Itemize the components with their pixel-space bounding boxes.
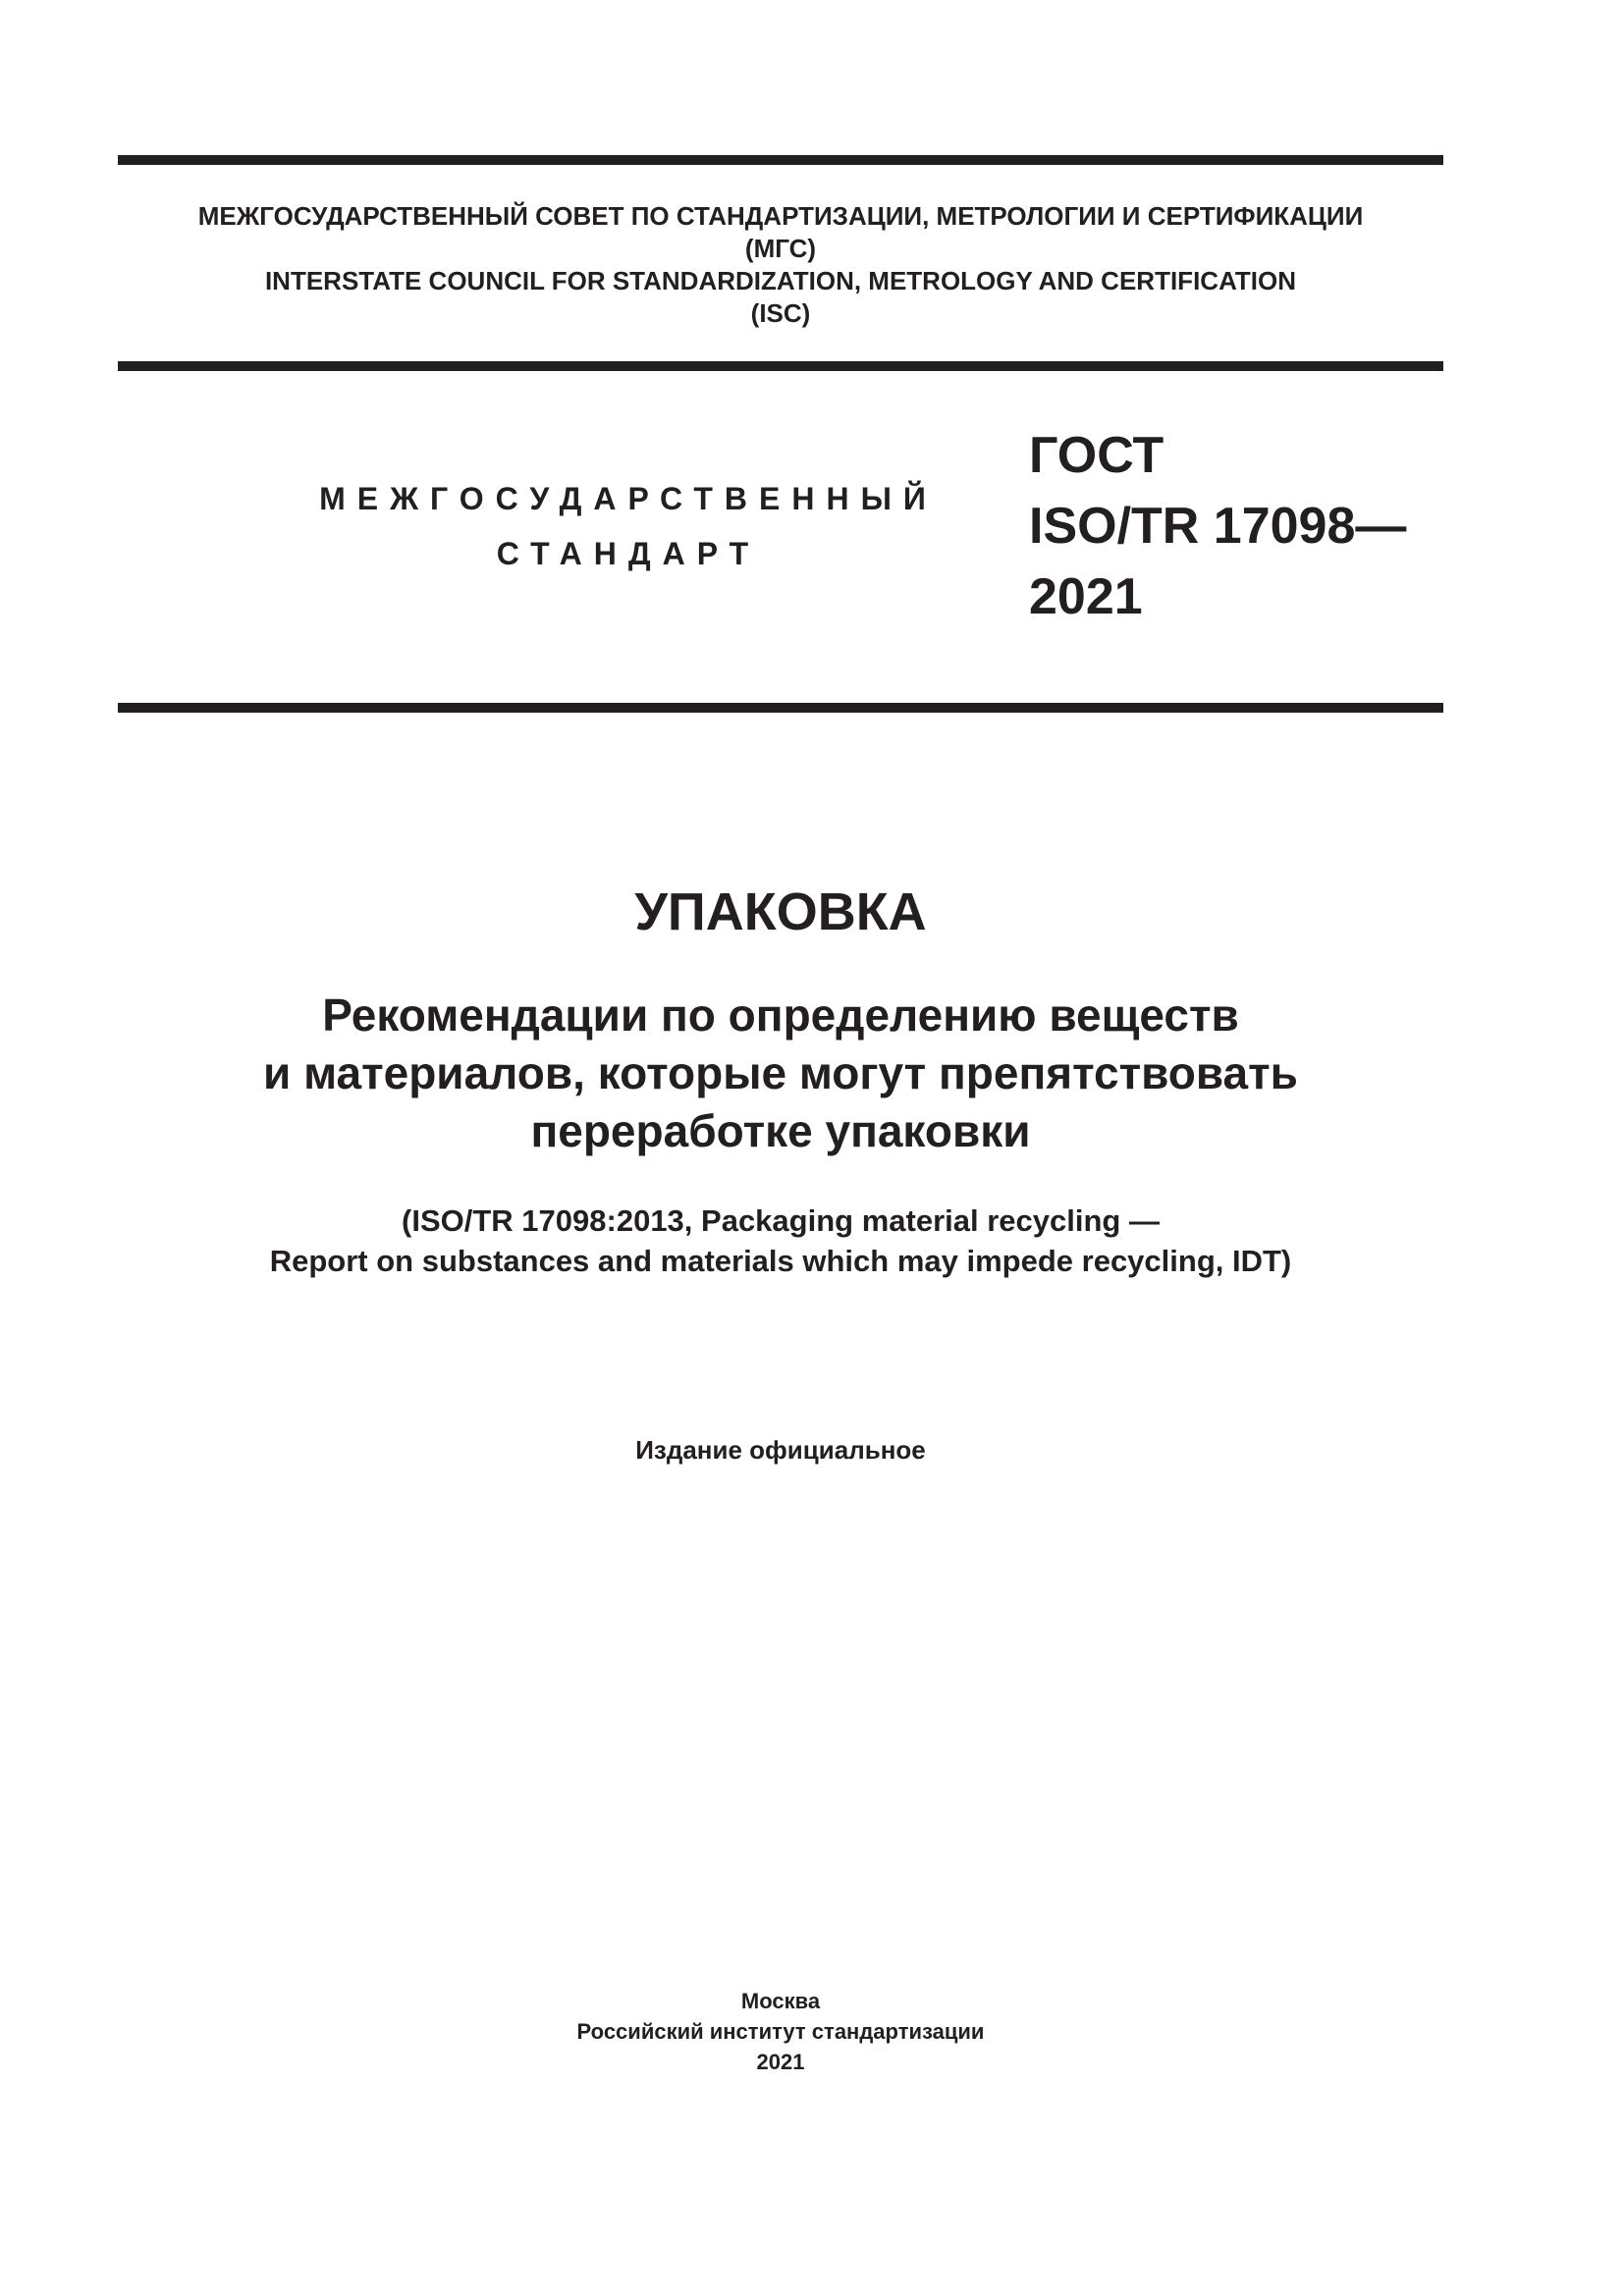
designation-line1: ГОСТ	[1029, 427, 1164, 484]
council-ru-name: МЕЖГОСУДАРСТВЕННЫЙ СОВЕТ ПО СТАНДАРТИЗАЦИИ, МЕТРОЛОГИИ И СЕРТИФИКАЦИИ	[197, 201, 1364, 231]
iso-reference-line1: (ISO/TR 17098:2013, Packaging material recycling —	[402, 1203, 1160, 1238]
standard-designation	[1029, 420, 1406, 632]
imprint-city: Москва	[740, 1989, 821, 2013]
official-edition-label: Издание официальное	[635, 1435, 926, 1465]
standard-kind	[295, 471, 962, 581]
iso-reference-line2: Report on substances and materials which may impede recycling, IDT)	[269, 1244, 1292, 1278]
council-en-name: INTERSTATE COUNCIL FOR STANDARDIZATION, METROLOGY AND CERTIFICATION	[264, 266, 1297, 295]
top-rule	[118, 155, 1443, 165]
iso-reference	[118, 1201, 1443, 1281]
council-ru-abbr: (МГС)	[744, 234, 817, 263]
imprint-publisher: Российский институт стандартизации	[576, 2019, 985, 2044]
subtitle-line3: переработке упаковки	[530, 1105, 1031, 1156]
designation-line2: ISO/TR 17098—	[1029, 498, 1407, 555]
imprint-year: 2021	[756, 2050, 805, 2074]
council-bottom-rule	[118, 361, 1443, 371]
subtitle-line2: и материалов, которые могут препятствовать	[263, 1047, 1298, 1098]
imprint	[118, 1986, 1443, 2077]
standard-kind-line2: СТАНДАРТ	[496, 536, 761, 571]
designation-bottom-rule	[118, 703, 1443, 713]
designation-line3: 2021	[1029, 568, 1143, 625]
council-en-abbr: (ISC)	[750, 298, 811, 328]
standard-kind-line1: МЕЖГОСУДАРСТВЕННЫЙ	[319, 481, 938, 516]
subtitle-line1: Рекомендации по определению веществ	[322, 989, 1239, 1041]
council-header	[118, 200, 1443, 330]
main-title: УПАКОВКА	[634, 882, 927, 941]
subtitle	[118, 987, 1443, 1160]
